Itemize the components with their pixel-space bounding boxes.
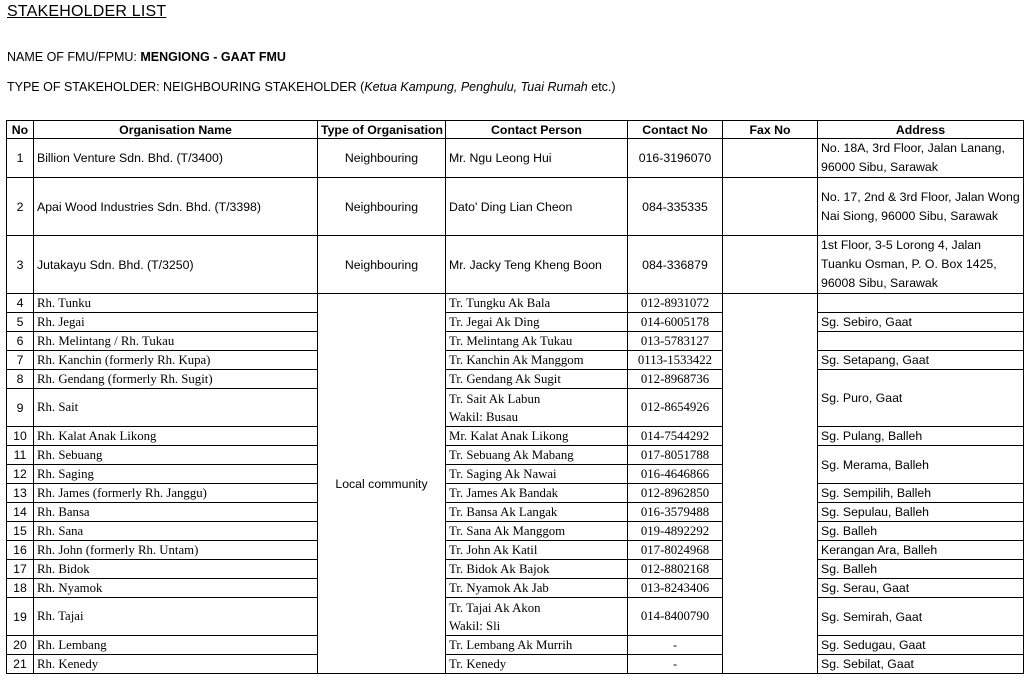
header-contact-no: Contact No	[628, 121, 723, 139]
person-name: Tr. Tajai Ak Akon	[449, 600, 541, 615]
table-row	[7, 522, 1024, 541]
fmu-value: MENGIONG - GAAT FMU	[140, 50, 286, 64]
table-row	[7, 655, 1024, 674]
cell-fax-empty	[723, 294, 818, 674]
cell-org: Rh. Kanchin (formerly Rh. Kupa)	[34, 351, 318, 370]
table-row	[7, 351, 1024, 370]
fmu-label: NAME OF FMU/FPMU:	[7, 50, 141, 64]
cell-address: Sg. Balleh	[818, 560, 1024, 579]
cell-person: Tr. John Ak Katil	[446, 541, 628, 560]
table-row	[7, 236, 1024, 294]
cell-person: Tr. Jegai Ak Ding	[446, 313, 628, 332]
cell-address: Sg. Setapang, Gaat	[818, 351, 1024, 370]
cell-address: Sg. Serau, Gaat	[818, 579, 1024, 598]
cell-address: Kerangan Ara, Balleh	[818, 541, 1024, 560]
cell-org: Rh. Melintang / Rh. Tukau	[34, 332, 318, 351]
cell-no: 9	[7, 389, 34, 427]
cell-contact: -	[628, 636, 723, 655]
cell-contact: 017-8024968	[628, 541, 723, 560]
cell-address: Sg. Balleh	[818, 522, 1024, 541]
cell-org: Billion Venture Sdn. Bhd. (T/3400)	[34, 139, 318, 178]
cell-person: Mr. Kalat Anak Likong	[446, 427, 628, 446]
table-row	[7, 294, 1024, 313]
cell-org: Rh. Nyamok	[34, 579, 318, 598]
cell-contact: 084-336879	[628, 236, 723, 294]
table-row	[7, 446, 1024, 465]
cell-person: Tr. Bansa Ak Langak	[446, 503, 628, 522]
cell-contact: 013-5783127	[628, 332, 723, 351]
cell-no: 1	[7, 139, 34, 178]
cell-no: 13	[7, 484, 34, 503]
cell-person: Tr. Kenedy	[446, 655, 628, 674]
header-no: No	[7, 121, 34, 139]
table-row	[7, 598, 1024, 636]
cell-person: Tr. Melintang Ak Tukau	[446, 332, 628, 351]
cell-contact: -	[628, 655, 723, 674]
cell-address: Sg. Sebilat, Gaat	[818, 655, 1024, 674]
cell-person: Tr. Saging Ak Nawai	[446, 465, 628, 484]
cell-address	[818, 294, 1024, 313]
header-contact-person: Contact Person	[446, 121, 628, 139]
cell-person	[446, 389, 628, 427]
cell-person: Tr. Gendang Ak Sugit	[446, 370, 628, 389]
cell-org: Rh. Saging	[34, 465, 318, 484]
cell-address: Sg. Sebiro, Gaat	[818, 313, 1024, 332]
person-name: Tr. Sait Ak Labun	[449, 391, 541, 406]
table-header-row	[7, 121, 1024, 139]
cell-person: Dato' Ding Lian Cheon	[446, 178, 628, 236]
cell-no: 8	[7, 370, 34, 389]
type-examples: Ketua Kampung, Penghulu, Tuai Rumah	[364, 80, 588, 94]
cell-contact: 0113-1533422	[628, 351, 723, 370]
cell-fax	[723, 236, 818, 294]
cell-no: 15	[7, 522, 34, 541]
cell-address: Sg. Sempilih, Balleh	[818, 484, 1024, 503]
cell-no: 3	[7, 236, 34, 294]
cell-org: Jutakayu Sdn. Bhd. (T/3250)	[34, 236, 318, 294]
cell-address: No. 18A, 3rd Floor, Jalan Lanang, 96000 Sibu, Sarawak	[818, 139, 1024, 178]
cell-contact: 084-335335	[628, 178, 723, 236]
cell-person: Tr. Tungku Ak Bala	[446, 294, 628, 313]
cell-person: Tr. Sebuang Ak Mabang	[446, 446, 628, 465]
person-representative: Wakil: Busau	[449, 409, 518, 424]
cell-no: 10	[7, 427, 34, 446]
cell-contact: 012-8962850	[628, 484, 723, 503]
cell-address: Sg. Puro, Gaat	[818, 370, 1024, 427]
cell-person: Mr. Ngu Leong Hui	[446, 139, 628, 178]
cell-person	[446, 598, 628, 636]
cell-person: Tr. Kanchin Ak Manggom	[446, 351, 628, 370]
cell-contact: 017-8051788	[628, 446, 723, 465]
cell-contact: 016-3196070	[628, 139, 723, 178]
cell-fax	[723, 139, 818, 178]
cell-no: 20	[7, 636, 34, 655]
cell-contact: 016-3579488	[628, 503, 723, 522]
cell-person: Tr. James Ak Bandak	[446, 484, 628, 503]
cell-no: 6	[7, 332, 34, 351]
cell-org: Rh. Sait	[34, 389, 318, 427]
cell-no: 2	[7, 178, 34, 236]
table-row	[7, 313, 1024, 332]
cell-address: Sg. Merama, Balleh	[818, 446, 1024, 484]
cell-org: Rh. Sana	[34, 522, 318, 541]
cell-type-local-community: Local community	[318, 294, 446, 674]
cell-org: Rh. Kenedy	[34, 655, 318, 674]
stakeholder-type-line	[7, 80, 616, 94]
cell-no: 12	[7, 465, 34, 484]
cell-no: 11	[7, 446, 34, 465]
type-suffix: etc.)	[587, 80, 616, 94]
cell-no: 16	[7, 541, 34, 560]
cell-org: Rh. Lembang	[34, 636, 318, 655]
cell-contact: 012-8931072	[628, 294, 723, 313]
type-label: TYPE OF STAKEHOLDER: NEIGHBOURING STAKEHOLDER (	[7, 80, 365, 94]
cell-no: 5	[7, 313, 34, 332]
cell-person: Tr. Sana Ak Manggom	[446, 522, 628, 541]
cell-org: Rh. Gendang (formerly Rh. Sugit)	[34, 370, 318, 389]
cell-org: Rh. Sebuang	[34, 446, 318, 465]
cell-address: Sg. Sedugau, Gaat	[818, 636, 1024, 655]
cell-no: 4	[7, 294, 34, 313]
cell-org: Rh. Kalat Anak Likong	[34, 427, 318, 446]
cell-type: Neighbouring	[318, 236, 446, 294]
cell-contact: 019-4892292	[628, 522, 723, 541]
cell-contact: 012-8654926	[628, 389, 723, 427]
cell-person: Tr. Nyamok Ak Jab	[446, 579, 628, 598]
cell-address: Sg. Pulang, Balleh	[818, 427, 1024, 446]
header-fax-no: Fax No	[723, 121, 818, 139]
cell-org: Apai Wood Industries Sdn. Bhd. (T/3398)	[34, 178, 318, 236]
cell-address: Sg. Semirah, Gaat	[818, 598, 1024, 636]
header-organisation-name: Organisation Name	[34, 121, 318, 139]
cell-fax	[723, 178, 818, 236]
cell-contact: 014-8400790	[628, 598, 723, 636]
cell-contact: 014-6005178	[628, 313, 723, 332]
cell-org: Rh. James (formerly Rh. Janggu)	[34, 484, 318, 503]
cell-address: Sg. Sepulau, Balleh	[818, 503, 1024, 522]
cell-no: 7	[7, 351, 34, 370]
cell-contact: 012-8968736	[628, 370, 723, 389]
table-row	[7, 370, 1024, 389]
fmu-line	[7, 50, 286, 64]
cell-contact: 012-8802168	[628, 560, 723, 579]
cell-type: Neighbouring	[318, 178, 446, 236]
header-address: Address	[818, 121, 1024, 139]
cell-no: 19	[7, 598, 34, 636]
table-row	[7, 332, 1024, 351]
cell-no: 18	[7, 579, 34, 598]
table-row	[7, 579, 1024, 598]
cell-address: No. 17, 2nd & 3rd Floor, Jalan Wong Nai Siong, 96000 Sibu, Sarawak	[818, 178, 1024, 236]
cell-person: Mr. Jacky Teng Kheng Boon	[446, 236, 628, 294]
cell-no: 14	[7, 503, 34, 522]
cell-org: Rh. John (formerly Rh. Untam)	[34, 541, 318, 560]
table-row	[7, 427, 1024, 446]
cell-org: Rh. Bidok	[34, 560, 318, 579]
cell-no: 21	[7, 655, 34, 674]
table-row	[7, 139, 1024, 178]
cell-contact: 013-8243406	[628, 579, 723, 598]
cell-org: Rh. Jegai	[34, 313, 318, 332]
table-row	[7, 636, 1024, 655]
table-row	[7, 178, 1024, 236]
cell-no: 17	[7, 560, 34, 579]
cell-type: Neighbouring	[318, 139, 446, 178]
cell-org: Rh. Tunku	[34, 294, 318, 313]
header-type-of-organisation: Type of Organisation	[318, 121, 446, 139]
table-row	[7, 541, 1024, 560]
person-representative: Wakil: Sli	[449, 618, 501, 633]
cell-contact: 014-7544292	[628, 427, 723, 446]
cell-address: 1st Floor, 3-5 Lorong 4, Jalan Tuanku Osman, P. O. Box 1425, 96008 Sibu, Sarawak	[818, 236, 1024, 294]
cell-address	[818, 332, 1024, 351]
cell-contact: 016-4646866	[628, 465, 723, 484]
document-title: STAKEHOLDER LIST	[7, 3, 167, 20]
cell-org: Rh. Tajai	[34, 598, 318, 636]
cell-person: Tr. Lembang Ak Murrih	[446, 636, 628, 655]
stakeholder-table	[6, 120, 1024, 674]
table-row	[7, 560, 1024, 579]
cell-org: Rh. Bansa	[34, 503, 318, 522]
table-row	[7, 503, 1024, 522]
table-row	[7, 484, 1024, 503]
cell-person: Tr. Bidok Ak Bajok	[446, 560, 628, 579]
